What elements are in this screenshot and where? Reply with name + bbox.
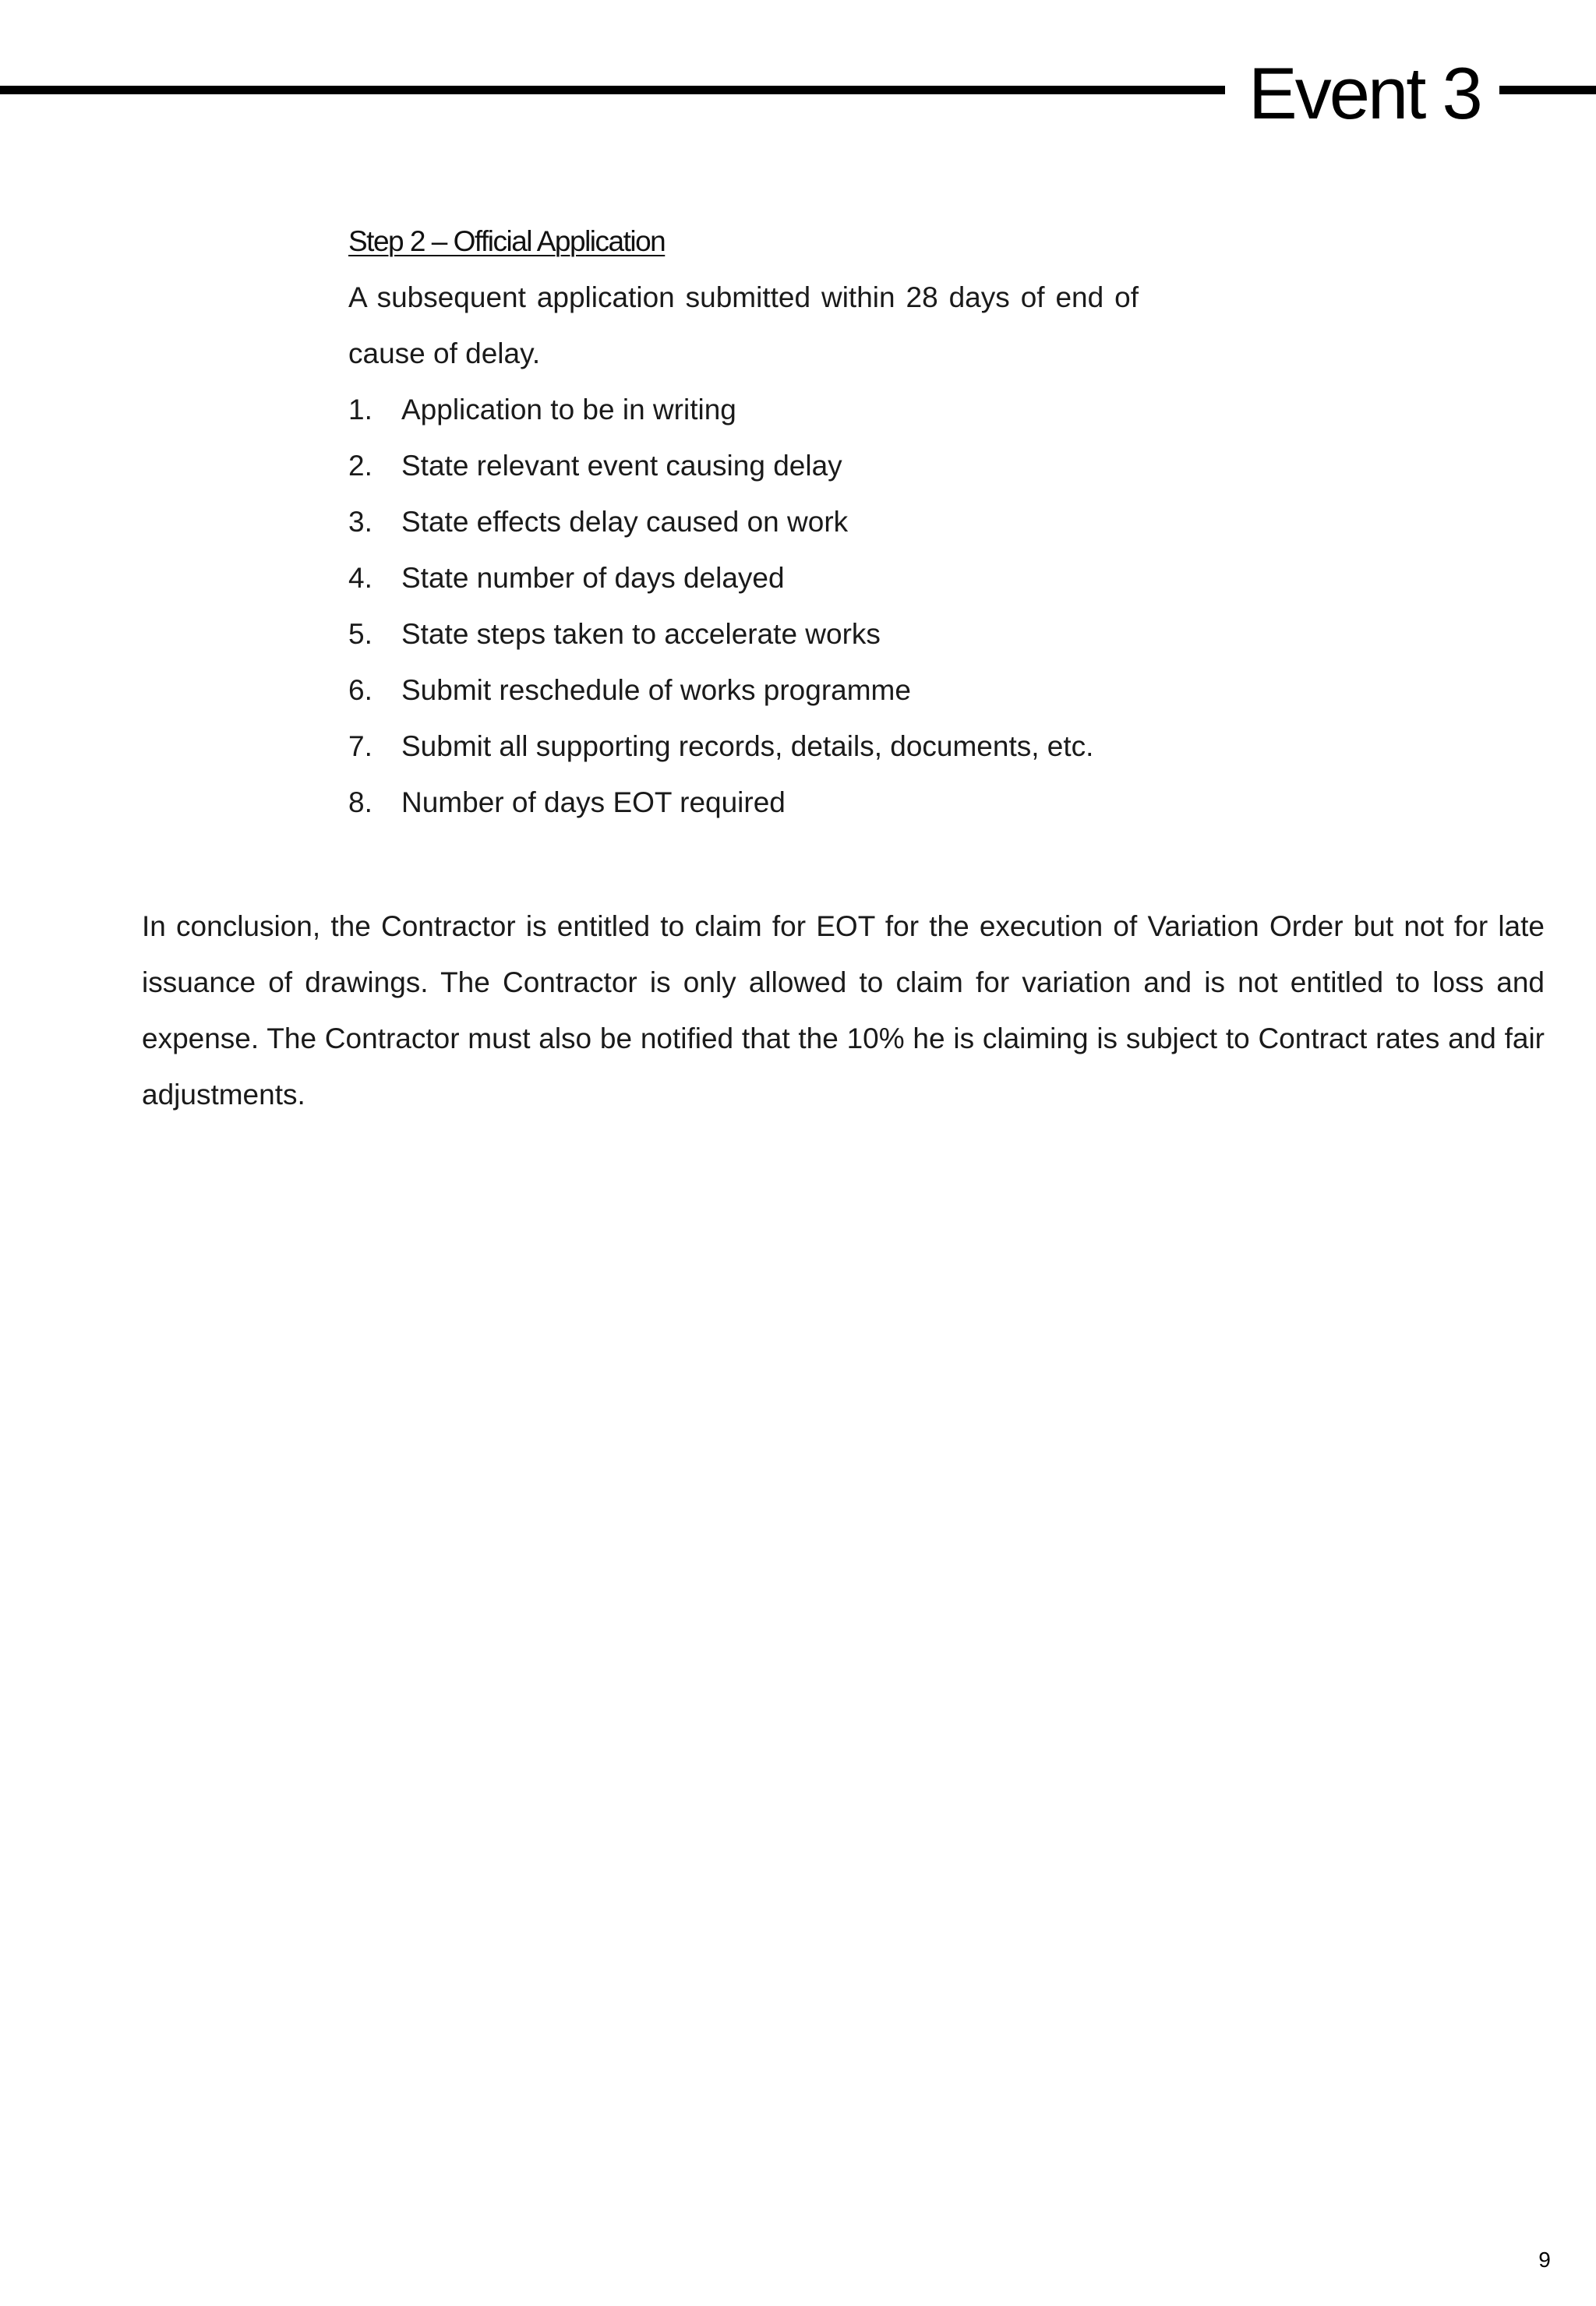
section-title: Event 3: [1248, 52, 1481, 134]
list-item-number: 1.: [348, 394, 373, 426]
list-item-text: State effects delay caused on work: [401, 506, 849, 538]
list-item-number: 4.: [348, 562, 373, 594]
step-heading: Step 2 – Official Application: [348, 225, 666, 257]
list-item-text: State relevant event causing delay: [401, 450, 842, 482]
list-item: [348, 719, 1143, 775]
step-section: [348, 214, 1143, 831]
list-item-text: State steps taken to accelerate works: [401, 618, 881, 650]
list-item-number: 2.: [348, 450, 373, 482]
list-item-text: Number of days EOT required: [401, 786, 786, 818]
page-number: 9: [1538, 2248, 1551, 2272]
step-intro: A subsequent application submitted within 28 days of end of cause of delay.: [348, 281, 1139, 369]
list-item-text: State number of days delayed: [401, 562, 785, 594]
list-item-number: 3.: [348, 506, 373, 538]
list-item-number: 6.: [348, 674, 373, 706]
list-item: [348, 606, 1143, 662]
conclusion-paragraph: In conclusion, the Contractor is entitled to claim for EOT for the execution of Variation Order but not for late issuance of drawings. The Contractor is only allowed to claim for variation and is not entitled to loss and expense. The Contractor must also be notified that the 10% he is claiming is subject to Contract rates and fair adjustments.: [142, 910, 1545, 1111]
requirements-list: [348, 382, 1143, 831]
list-item-number: 5.: [348, 618, 373, 650]
list-item-text: Submit reschedule of works programme: [401, 674, 911, 706]
list-item: [348, 438, 1143, 494]
list-item-text: Application to be in writing: [401, 394, 736, 426]
header-rule-left: [0, 86, 1225, 94]
list-item: [348, 382, 1143, 438]
list-item: [348, 775, 1143, 831]
page-header: [0, 39, 1596, 140]
list-item: [348, 494, 1143, 550]
list-item-number: 7.: [348, 730, 373, 762]
list-item: [348, 662, 1143, 719]
list-item-text: Submit all supporting records, details, documents, etc.: [401, 730, 1094, 762]
header-rule-right: [1499, 86, 1596, 94]
list-item: [348, 550, 1143, 606]
list-item-number: 8.: [348, 786, 373, 818]
